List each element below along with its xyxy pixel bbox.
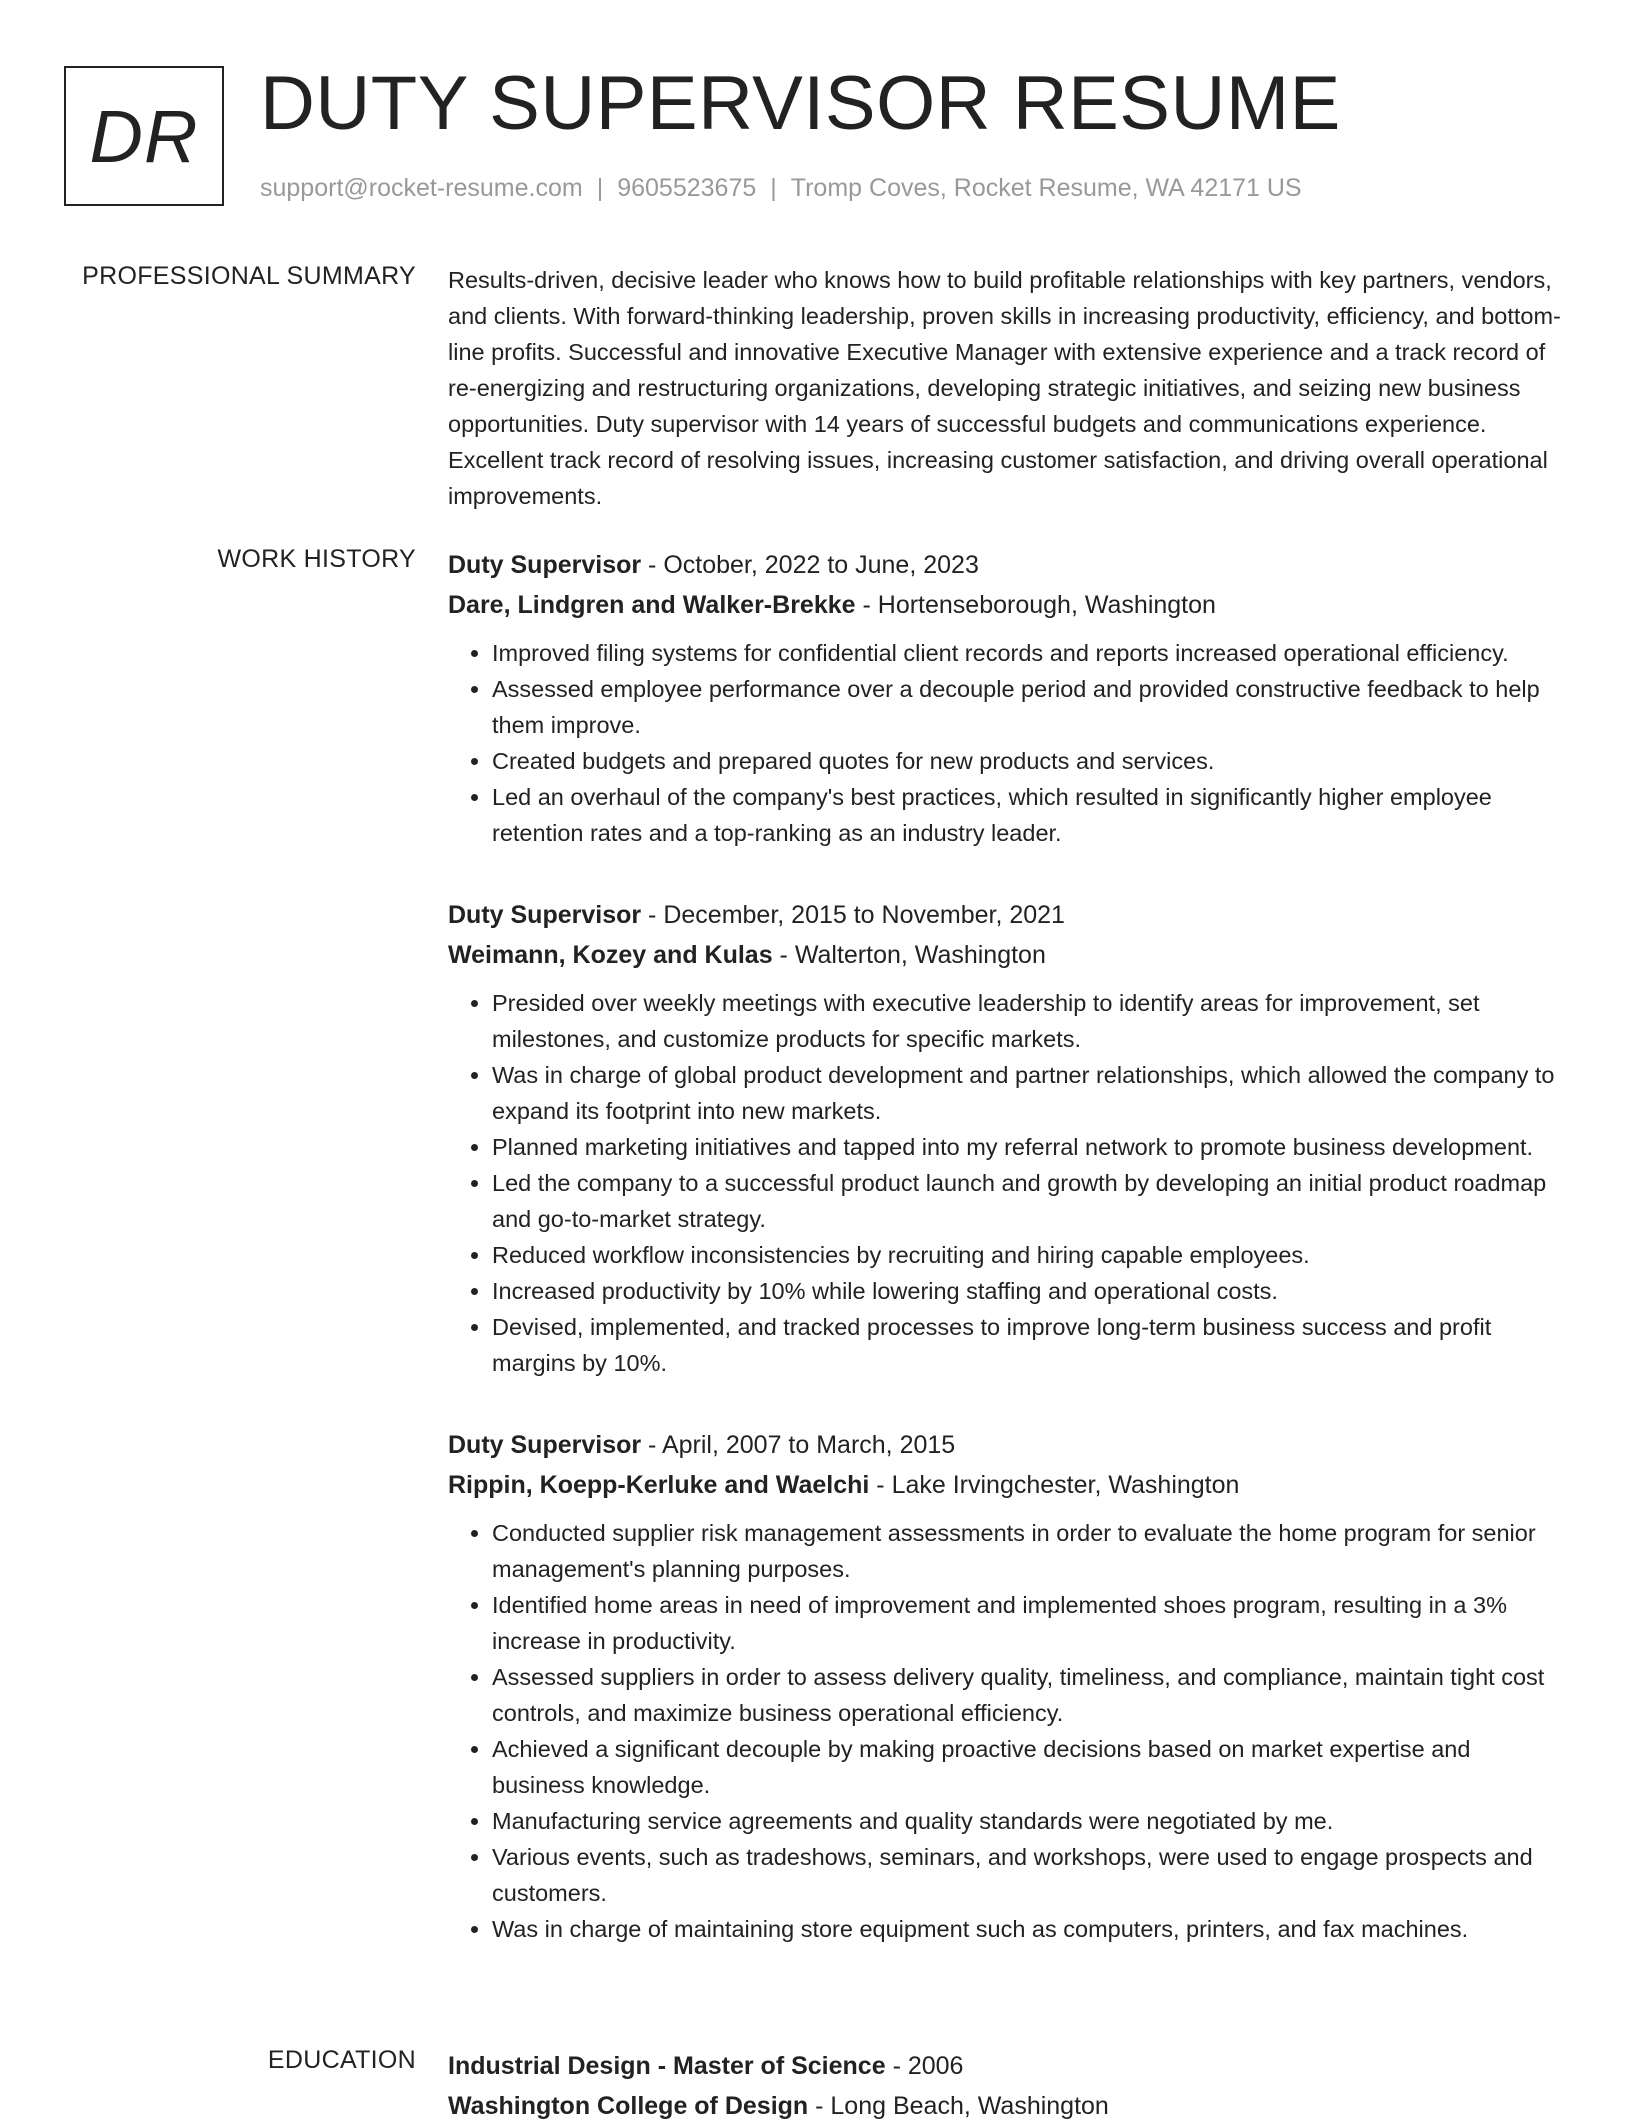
job-bullet: • Was in charge of maintaining store equipment such as computers, printers, and fax machines. <box>492 1911 1563 1947</box>
summary-text: Results-driven, decisive leader who knows how to build profitable relationships with key partners, vendors, and clients. With forward-thinking leadership, proven skills in increasing productivity, efficiency, and bottom-line profits. Successful and innovative Executive Manager with extensive experience and a track record of re-energizing and restructuring organizations, developing strategic initiatives, and seizing new business opportunities. Duty supervisor with 14 years of successful budgets and communications experience. Excellent track record of resolving issues, increasing customer satisfaction, and driving overall operational improvements. <box>448 267 1561 509</box>
job-dash: - <box>641 551 664 579</box>
section-label-summary: PROFESSIONAL SUMMARY <box>82 262 416 290</box>
contact-separator: | <box>596 174 604 202</box>
monogram-initials: DR <box>89 94 199 178</box>
job-bullet: • Created budgets and prepared quotes for new products and services. <box>492 743 1563 779</box>
section-label-education: EDUCATION <box>267 2046 416 2074</box>
job-company: Dare, Lindgren and Walker-Brekke <box>448 591 856 619</box>
job-bullet: • Led the company to a successful product launch and growth by developing an initial product roadmap and go-to-market strategy. <box>492 1165 1563 1237</box>
job-location: Lake Irvingchester, Washington <box>891 1471 1240 1499</box>
job-company: Weimann, Kozey and Kulas <box>448 941 773 969</box>
job-bullet: • Achieved a significant decouple by making proactive decisions based on market expertise and business knowledge. <box>492 1731 1563 1803</box>
education-body <box>448 2046 1563 2126</box>
job-dates: December, 2015 to November, 2021 <box>663 901 1065 929</box>
job-company: Rippin, Koepp-Kerluke and Waelchi <box>448 1471 870 1499</box>
job-company-line <box>448 585 1563 625</box>
job-bullet: • Was in charge of global product development and partner relationships, which allowed the company to expand its footprint into new markets. <box>492 1057 1563 1129</box>
job-entry <box>448 1425 1563 1947</box>
education-dash: - <box>808 2092 831 2120</box>
job-title: Duty Supervisor <box>448 1431 642 1459</box>
job-bullet: • Conducted supplier risk management assessments in order to evaluate the home program for senior management's planning purposes. <box>492 1515 1563 1587</box>
job-dash: - <box>772 941 795 969</box>
section-label-work-history: WORK HISTORY <box>217 545 416 573</box>
job-entry <box>448 545 1563 851</box>
education-year: 2006 <box>907 2052 964 2080</box>
job-bullet: • Presided over weekly meetings with executive leadership to identify areas for improvement, set milestones, and customize products for specific markets. <box>492 985 1563 1057</box>
monogram-badge <box>64 66 224 206</box>
education-school-line <box>448 2086 1563 2126</box>
job-bullet: • Devised, implemented, and tracked processes to improve long-term business success and profit margins by 10%. <box>492 1309 1563 1381</box>
contact-address: Tromp Coves, Rocket Resume, WA 42171 US <box>790 174 1302 202</box>
contact-phone[interactable]: 9605523675 <box>617 174 757 202</box>
job-dash: - <box>855 591 878 619</box>
job-bullets <box>448 985 1563 1381</box>
job-bullet: • Assessed employee performance over a decouple period and provided constructive feedback to help them improve. <box>492 671 1563 743</box>
job-bullet: • Planned marketing initiatives and tapped into my referral network to promote business development. <box>492 1129 1563 1165</box>
job-dash: - <box>641 1431 662 1459</box>
summary-body <box>448 262 1563 514</box>
job-bullet: • Improved filing systems for confidential client records and reports increased operational efficiency. <box>492 635 1563 671</box>
job-dash: - <box>869 1471 892 1499</box>
education-location: Long Beach, Washington <box>830 2092 1109 2120</box>
job-bullet: • Led an overhaul of the company's best practices, which resulted in significantly higher employee retention rates and a top-ranking as an industry leader. <box>492 779 1563 851</box>
job-bullet: • Increased productivity by 10% while lowering staffing and operational costs. <box>492 1273 1563 1309</box>
job-bullets <box>448 1515 1563 1947</box>
education-degree: Industrial Design - Master of Science <box>448 2052 886 2080</box>
job-title-line <box>448 895 1563 935</box>
contact-separator: | <box>770 174 777 202</box>
work-history-body <box>448 545 1563 1991</box>
education-dash: - <box>885 2052 908 2080</box>
job-company-line <box>448 935 1563 975</box>
job-bullet: • Identified home areas in need of improvement and implemented shoes program, resulting in a 3% increase in productivity. <box>492 1587 1563 1659</box>
job-entry <box>448 895 1563 1381</box>
job-title-line <box>448 545 1563 585</box>
job-bullet: • Manufacturing service agreements and quality standards were negotiated by me. <box>492 1803 1563 1839</box>
page-title: DUTY SUPERVISOR RESUME <box>260 61 1341 146</box>
job-location: Walterton, Washington <box>794 941 1046 969</box>
education-degree-line <box>448 2046 1563 2086</box>
job-bullet: • Reduced workflow inconsistencies by recruiting and hiring capable employees. <box>492 1237 1563 1273</box>
job-dash: - <box>641 901 664 929</box>
contact-email[interactable]: support@rocket-resume.com <box>260 174 583 202</box>
job-title-line <box>448 1425 1563 1465</box>
job-title: Duty Supervisor <box>448 901 642 929</box>
job-title: Duty Supervisor <box>448 551 642 579</box>
job-company-line <box>448 1465 1563 1505</box>
job-dates: April, 2007 to March, 2015 <box>661 1431 956 1459</box>
job-bullet: • Assessed suppliers in order to assess delivery quality, timeliness, and compliance, maintain tight cost controls, and maximize business operational efficiency. <box>492 1659 1563 1731</box>
job-dates: October, 2022 to June, 2023 <box>663 551 979 579</box>
job-bullets <box>448 635 1563 851</box>
contact-line <box>260 174 1302 203</box>
resume-header <box>64 61 1564 216</box>
job-location: Hortenseborough, Washington <box>877 591 1216 619</box>
education-school: Washington College of Design <box>448 2092 809 2120</box>
job-bullet: • Various events, such as tradeshows, seminars, and workshops, were used to engage prospects and customers. <box>492 1839 1563 1911</box>
